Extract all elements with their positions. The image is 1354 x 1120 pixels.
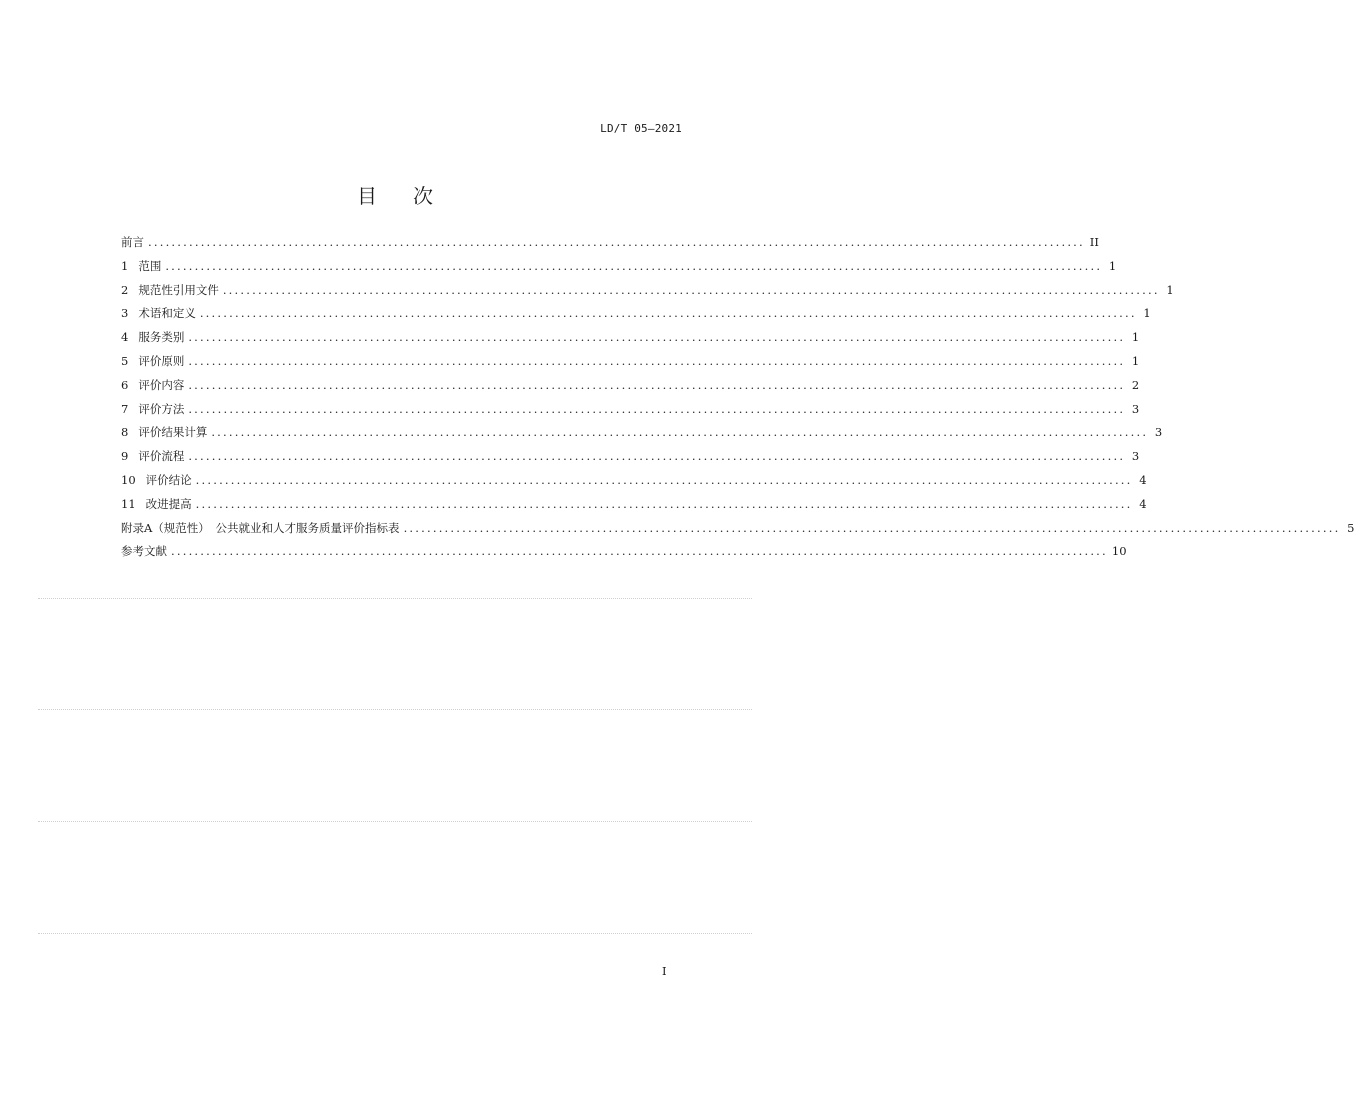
- dotted-rule: [38, 709, 752, 710]
- toc-entry-page: 3: [1154, 425, 1163, 440]
- toc-entry-label: [121, 377, 184, 393]
- toc-entry[interactable]: [121, 353, 1140, 377]
- toc-leader-dots: ................................................................................................................................................................: [188, 377, 1126, 392]
- toc-entry[interactable]: [121, 258, 1117, 282]
- page-number: I: [662, 964, 667, 978]
- toc-entry-text: 范围: [138, 258, 162, 273]
- toc-entry-text: 附录A（规范性） 公共就业和人才服务质量评价指标表: [121, 520, 400, 535]
- toc-entry-number: 3: [121, 306, 129, 321]
- toc-leader-dots: ................................................................................................................................................................: [188, 401, 1126, 416]
- toc-entry-number: 1: [121, 258, 129, 273]
- dotted-rule: [38, 821, 752, 822]
- toc-entry-number: 10: [121, 472, 136, 487]
- toc-entry-number: 5: [121, 353, 129, 368]
- toc-leader-dots: ................................................................................................................................................................: [188, 330, 1126, 345]
- toc-entry-label: [121, 520, 400, 536]
- toc-entry-text: 服务类别: [138, 330, 185, 345]
- toc-entry-label: [121, 543, 167, 559]
- toc-entry-text: 参考文献: [121, 544, 167, 559]
- toc-entry-text: 前言: [121, 235, 144, 249]
- toc-entry-text: 规范性引用文件: [138, 282, 219, 297]
- toc-entry-page: 4: [1139, 472, 1147, 487]
- toc-entry[interactable]: [121, 377, 1140, 401]
- toc-entry-label: [121, 401, 184, 417]
- toc-entry-text: 评价内容: [138, 377, 185, 392]
- toc-entry-text: 评价结果计算: [138, 425, 208, 440]
- toc-entry-text: 评价方法: [138, 401, 185, 416]
- toc-entry-number: 11: [121, 496, 136, 511]
- toc-title-right: 次: [413, 184, 435, 208]
- toc-leader-dots: ................................................................................................................................................................: [165, 258, 1103, 273]
- toc-entry[interactable]: [121, 282, 1174, 306]
- toc-entry-page: 5: [1347, 520, 1354, 535]
- toc-leader-dots: ................................................................................................................................................................: [188, 353, 1126, 368]
- toc-title: [0, 180, 792, 209]
- toc-entry-label: [121, 329, 184, 345]
- toc-entry-number: 6: [121, 377, 129, 392]
- toc-entry-page: 1: [1131, 353, 1140, 368]
- toc-entry[interactable]: [121, 520, 1354, 544]
- toc-entry[interactable]: [121, 472, 1147, 496]
- toc-title-left: 目: [357, 184, 379, 208]
- dotted-rule: [38, 933, 752, 934]
- toc-entry-page: 1: [1108, 258, 1117, 273]
- toc-entry-label: [121, 353, 184, 369]
- toc-leader-dots: ................................................................................................................................................................: [403, 520, 1341, 535]
- toc-entry[interactable]: [121, 234, 1099, 258]
- toc-entry-label: [121, 234, 144, 250]
- toc-entry-page: 4: [1139, 496, 1147, 511]
- toc-leader-dots: ................................................................................................................................................................: [222, 282, 1160, 297]
- toc-entry[interactable]: [121, 448, 1140, 472]
- toc-entry[interactable]: [121, 496, 1147, 520]
- toc-entry-text: 评价原则: [138, 353, 185, 368]
- toc-entry[interactable]: [121, 329, 1140, 353]
- toc-entry-number: 8: [121, 425, 129, 440]
- toc-entry[interactable]: [121, 543, 1127, 567]
- toc-entry-page: 1: [1131, 330, 1140, 345]
- toc-entry-text: 术语和定义: [138, 306, 196, 321]
- toc-leader-dots: ................................................................................................................................................................: [195, 496, 1133, 511]
- toc-entry-number: 7: [121, 401, 129, 416]
- toc-entry-page: 2: [1131, 377, 1140, 392]
- toc-leader-dots: ................................................................................................................................................................: [195, 472, 1133, 487]
- toc-entry-number: 4: [121, 330, 129, 345]
- toc-entry-text: 评价流程: [138, 449, 185, 464]
- toc-leader-dots: ................................................................................................................................................................: [171, 544, 1108, 559]
- toc-entry-label: [121, 305, 196, 321]
- toc-entry-number: 9: [121, 449, 129, 464]
- toc-entry-page: 3: [1131, 401, 1140, 416]
- toc-entry-label: [121, 496, 192, 512]
- table-of-contents: [121, 234, 1354, 567]
- toc-entry-page: 10: [1111, 544, 1127, 559]
- toc-entry-page: 1: [1143, 306, 1151, 321]
- toc-entry[interactable]: [121, 401, 1140, 425]
- toc-entry-page: 1: [1166, 282, 1174, 297]
- toc-leader-dots: ................................................................................................................................................................: [188, 449, 1126, 464]
- toc-entry-text: 评价结论: [145, 472, 192, 487]
- toc-entry-number: 2: [121, 282, 129, 297]
- toc-entry[interactable]: [121, 305, 1151, 329]
- toc-entry-label: [121, 282, 219, 298]
- toc-entry-label: [121, 424, 207, 440]
- toc-entry-label: [121, 258, 161, 274]
- toc-entry-text: 改进提高: [145, 496, 192, 511]
- toc-leader-dots: ................................................................................................................................................................: [199, 306, 1137, 321]
- standard-code: LD/T 05—2021: [600, 122, 682, 135]
- toc-entry[interactable]: [121, 424, 1163, 448]
- toc-entry-label: [121, 448, 184, 464]
- toc-entry-label: [121, 472, 192, 488]
- toc-leader-dots: ................................................................................................................................................................: [148, 235, 1085, 249]
- toc-entry-page: II: [1089, 235, 1099, 249]
- toc-entry-page: 3: [1131, 449, 1140, 464]
- toc-leader-dots: ................................................................................................................................................................: [211, 425, 1149, 440]
- dotted-rule: [38, 598, 752, 599]
